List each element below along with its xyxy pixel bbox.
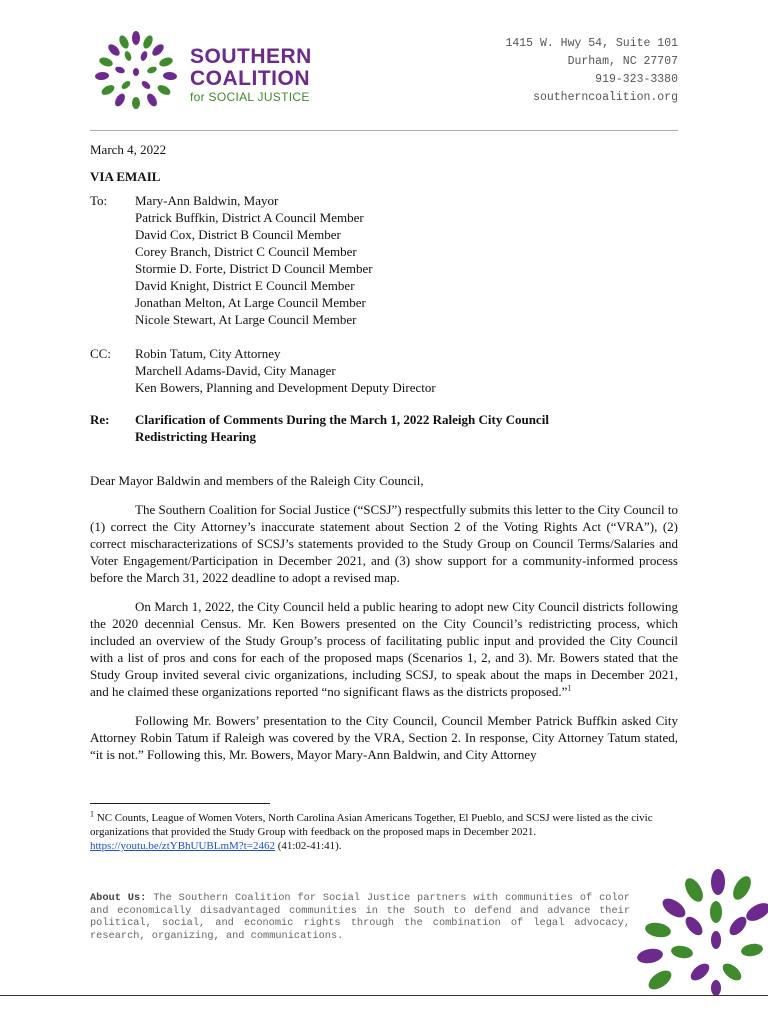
footnote-timestamp: (41:02-41:41). — [277, 840, 342, 852]
org-name-line-3: for SOCIAL JUSTICE — [190, 90, 310, 104]
paragraph-2-text: On March 1, 2022, the City Council held a public hearing to adopt new City Council districts following the 2020 decennial Census. Mr. Ken Bowers presented on the City Council’s redistricting process, which included an overview of the Study Group’s process of facilitating public input and provided the City Council with a list of pros and cons for each of the proposed maps (Scenarios 1, 2, and 3). Mr. Bowers stated that the Study Group invited several civic organizations, including SCSJ, to speak about the maps in December 2021, and he claimed these organizations reported “no significant flaws as the districts proposed.” — [90, 599, 678, 699]
cc-list — [135, 345, 436, 396]
recipient: Patrick Buffkin, District A Council Member — [135, 210, 364, 225]
cc-recipient: Robin Tatum, City Attorney — [135, 346, 281, 361]
decorative-leaves-icon — [620, 868, 768, 996]
to-label: To: — [90, 193, 108, 208]
address-city: Durham, NC 27707 — [567, 55, 678, 68]
recipient: David Cox, District B Council Member — [135, 227, 341, 242]
letterhead-address — [505, 35, 678, 107]
cc-recipient: Ken Bowers, Planning and Development Deputy Director — [135, 380, 436, 395]
recipient: Mary-Ann Baldwin, Mayor — [135, 193, 279, 208]
organization-logo — [88, 30, 324, 108]
address-street: 1415 W. Hwy 54, Suite 101 — [505, 37, 678, 50]
org-name-line-2: COALITION — [190, 67, 310, 90]
footnote-reference[interactable]: 1 — [567, 683, 572, 693]
page-bottom-rule — [0, 995, 768, 996]
about-us-text: The Southern Coalition for Social Justice partners with communities of color and economically disadvantaged communities in the South to defend and advance their political, social, and economic rights through the combination of legal advocacy, research, organizing, and communications. — [90, 892, 630, 942]
body-paragraph-3: Following Mr. Bowers’ presentation to the City Council, Council Member Patrick Buffkin asked City Attorney Robin Tatum if Raleigh was covered by the VRA, Section 2. In response, City Attorney Tatum stated, “it is not.” Following this, Mr. Bowers, Mayor Mary-Ann Baldwin, and City Attorney — [90, 713, 678, 762]
cc-label: CC: — [90, 346, 111, 361]
about-us-label: About Us: — [90, 892, 147, 904]
org-name-line-1: SOUTHERN — [190, 45, 312, 68]
footnote-divider — [90, 803, 270, 804]
address-phone: 919-323-3380 — [595, 73, 678, 86]
footnote — [90, 811, 665, 853]
cc-recipient: Marchell Adams-David, City Manager — [135, 363, 336, 378]
subject-block — [90, 411, 678, 445]
footnote-text: NC Counts, League of Women Voters, North Carolina Asian Americans Together, El Pueblo, and SCSJ were listed as the civic organizations that provided the Study Group with feedback on the proposed maps in December 2021. — [90, 812, 653, 838]
letterhead-divider — [90, 130, 678, 131]
recipient: Nicole Stewart, At Large Council Member — [135, 312, 357, 327]
about-us-blurb — [90, 892, 630, 942]
recipient: Jonathan Melton, At Large Council Member — [135, 295, 366, 310]
to-block — [90, 192, 678, 328]
recipient: Corey Branch, District C Council Member — [135, 244, 357, 259]
footnote-video-link[interactable]: https://youtu.be/ztYBhUUBLmM?t=2462 — [90, 840, 275, 852]
address-website[interactable]: southerncoalition.org — [533, 91, 678, 104]
recipient: Stormie D. Forte, District D Council Member — [135, 261, 373, 276]
footnote-number: 1 — [90, 809, 94, 819]
letter-body — [90, 141, 678, 763]
letter-date: March 4, 2022 — [90, 142, 167, 157]
re-label: Re: — [90, 412, 110, 427]
body-paragraph-1: The Southern Coalition for Social Justice (“SCSJ”) respectfully submits this letter to the City Council to (1) correct the City Attorney’s inaccurate statement about Section 2 of the Voting Rights Act (“VRA”), (2) correct mischaracterizations of SCSJ’s statements provided to the Study Group on Council Terms/Salaries and Voter Engagement/Participation in December 2021, and (3) show support for a community-informed process before the March 31, 2022 deadline to adopt a revised map. — [90, 502, 678, 585]
to-list — [135, 192, 373, 328]
body-paragraph-2 — [90, 598, 678, 700]
subject-line: Clarification of Comments During the March 1, 2022 Raleigh City Council Redistricting Hearing — [135, 412, 549, 444]
cc-block — [90, 345, 678, 396]
recipient: David Knight, District E Council Member — [135, 278, 355, 293]
leaf-emblem-icon — [88, 30, 184, 110]
salutation: Dear Mayor Baldwin and members of the Raleigh City Council, — [90, 473, 424, 488]
delivery-method: VIA EMAIL — [90, 169, 161, 184]
organization-name — [190, 46, 312, 103]
